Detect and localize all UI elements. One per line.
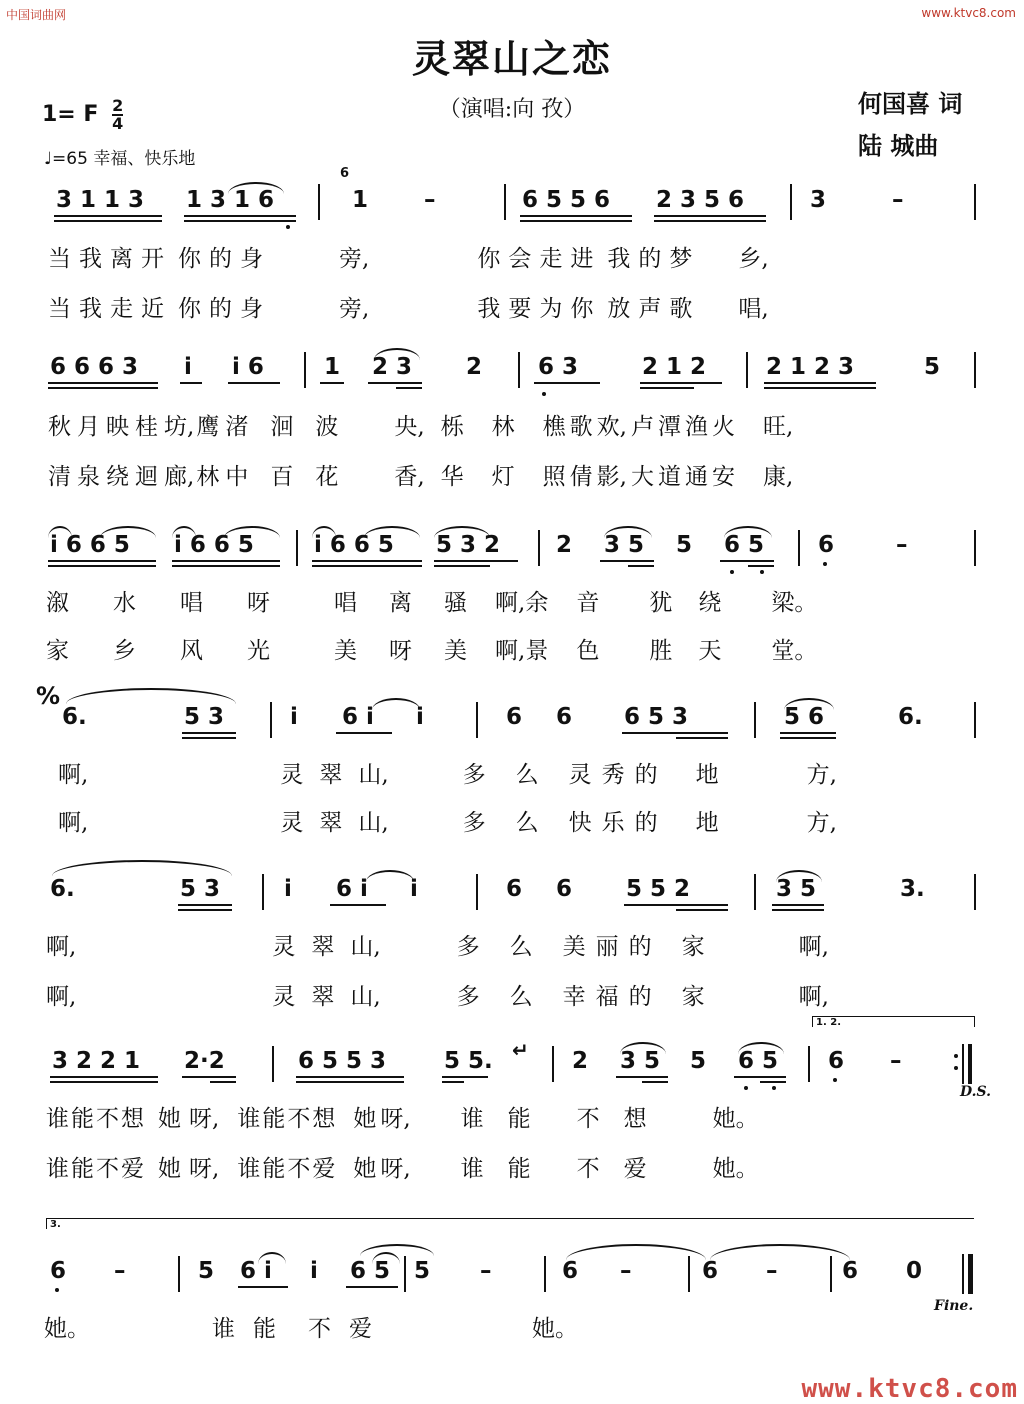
breath-mark-icon: ↵: [512, 1038, 529, 1062]
time-signature: [112, 98, 123, 132]
time-bottom: 4: [112, 114, 124, 133]
note-group: 6.: [898, 704, 923, 730]
note-group: 6: [50, 1258, 67, 1284]
lyric-line: 她。 谁 能 不 爱 她。: [44, 1316, 578, 1342]
composer-credit: 陆 城曲: [858, 131, 939, 160]
note-group: –: [114, 1258, 126, 1284]
note-group: i: [184, 354, 192, 380]
note-group: 3 1 1 3: [56, 187, 145, 213]
note-group: 6 5 5 3: [298, 1048, 387, 1074]
note-group: 6 i: [240, 1258, 272, 1284]
note-group: 1 3 1 6: [186, 187, 275, 213]
lyric-line: 家 乡 风 光 美 呀 美 啊,景 色 胜 天 堂。: [46, 638, 818, 664]
note-group: 6 5 3: [624, 704, 689, 730]
note-group: 3 5: [620, 1048, 661, 1074]
note-group: 2 1 2 3: [766, 354, 855, 380]
lyric-line: 谁能不爱 她 呀, 谁能不爱 她 呀, 谁 能 不 爱 她。: [46, 1156, 759, 1182]
note-group: 5 3: [184, 704, 225, 730]
note-group: 5 5.: [444, 1048, 493, 1074]
note-group: –: [480, 1258, 492, 1284]
note-group: 6 5: [738, 1048, 779, 1074]
note-group: i: [284, 876, 292, 902]
segno-sign: %: [36, 682, 61, 710]
note-group: i: [410, 876, 418, 902]
note-group: –: [424, 187, 436, 213]
quarter-note-icon: ♩: [44, 149, 53, 169]
note-group: i: [290, 704, 298, 730]
note-group: 6: [818, 532, 835, 558]
note-group: 2 3 5 6: [656, 187, 745, 213]
note-group: 5 3 2: [436, 532, 501, 558]
note-group: 5 6: [784, 704, 825, 730]
note-group: 6: [562, 1258, 579, 1284]
note-group: 2: [556, 532, 573, 558]
note-group: i 6 6 5: [314, 532, 394, 558]
note-group: 5: [690, 1048, 707, 1074]
note-group: 5: [676, 532, 693, 558]
note-group: –: [892, 187, 904, 213]
watermark-url: www.ktvc8.com: [801, 1374, 1018, 1404]
volta-3: 3.: [46, 1218, 974, 1229]
note-group: 0: [906, 1258, 923, 1284]
note-group: 3 5: [604, 532, 645, 558]
note-group: 6: [556, 876, 573, 902]
note-group: i 6 6 5: [174, 532, 254, 558]
note-group: 6: [828, 1048, 845, 1074]
note-group: 2: [466, 354, 483, 380]
note-group: i: [416, 704, 424, 730]
note-group: 6: [506, 704, 523, 730]
lyric-line: 啊, 灵 翠 山, 多 么 灵 秀 的 地 方,: [58, 762, 837, 788]
time-top: 2: [112, 96, 124, 115]
site-url-right: www.ktvc8.com: [921, 6, 1016, 20]
note-group: 1: [352, 187, 369, 213]
lyric-line: 清 泉 绕 迴 廊,林 中 百 花 香, 华 灯 照 倩 影, 大 道 通 安 康,: [48, 464, 794, 490]
lyric-line: 啊, 灵 翠 山, 多 么 美 丽 的 家 啊,: [46, 934, 829, 960]
note-group: 2: [572, 1048, 589, 1074]
note-group: 5: [414, 1258, 431, 1284]
note-group: 1: [324, 354, 341, 380]
singer-credit: （演唱:向 孜）: [438, 97, 586, 122]
note-group: 5 3: [180, 876, 221, 902]
note-group: 2·2: [184, 1048, 225, 1074]
site-name-left: 中国词曲网: [6, 8, 67, 22]
note-group: 6 5: [724, 532, 765, 558]
lyric-line: 当 我 离 开 你 的 身 旁, 你 会 走 进 我 的 梦 乡,: [48, 246, 769, 272]
volta-1-2: 1. 2.: [812, 1016, 975, 1027]
note-group: i 6 6 5: [50, 532, 130, 558]
note-group: 5: [198, 1258, 215, 1284]
note-group: 6 5 5 6: [522, 187, 611, 213]
tempo-value: =65: [52, 149, 88, 169]
note-group: –: [896, 532, 908, 558]
tempo-marking: [44, 144, 195, 169]
lyric-line: 啊, 灵 翠 山, 多 么 幸 福 的 家 啊,: [46, 984, 829, 1010]
note-group: 3 2 2 1: [52, 1048, 141, 1074]
note-group: 6 i: [342, 704, 374, 730]
note-group: –: [620, 1258, 632, 1284]
note-group: 5: [924, 354, 941, 380]
note-group: 3.: [900, 876, 925, 902]
fine-mark: Fine.: [934, 1298, 974, 1314]
lyric-line: 谁能不想 她 呀, 谁能不想 她 呀, 谁 能 不 想 她。: [46, 1106, 759, 1132]
key-signature: [42, 98, 123, 132]
lyric-line: 秋 月 映 桂 坊,鹰 渚 洄 波 央, 栎 林 樵 歌 欢, 卢 潭 渔 火 旺,: [48, 414, 794, 440]
key-label: 1= F: [42, 102, 99, 127]
note-group: –: [766, 1258, 778, 1284]
lyric-line: 啊, 灵 翠 山, 多 么 快 乐 的 地 方,: [58, 810, 837, 836]
note-group: 6: [556, 704, 573, 730]
note-group: 2 1 2: [642, 354, 707, 380]
note-group: 5 5 2: [626, 876, 691, 902]
dal-segno-mark: D.S.: [960, 1084, 992, 1100]
note-group: 3 5: [776, 876, 817, 902]
note-group: 6.: [62, 704, 87, 730]
note-group: 6 i: [336, 876, 368, 902]
note-group: i: [310, 1258, 318, 1284]
note-group: 6: [506, 876, 523, 902]
note-group: 3: [810, 187, 827, 213]
note-group: 6 3: [538, 354, 579, 380]
lyric-line: 当 我 走 近 你 的 身 旁, 我 要 为 你 放 声 歌 唱,: [48, 296, 769, 322]
note-group: 6.: [50, 876, 75, 902]
note-group: 6: [842, 1258, 859, 1284]
note-group: 6 5: [350, 1258, 391, 1284]
note-group: –: [890, 1048, 902, 1074]
note-group: i 6: [232, 354, 264, 380]
note-group: 6 6 6 3: [50, 354, 139, 380]
lyricist-credit: 何国喜 词: [858, 89, 963, 118]
lyric-line: 溆 水 唱 呀 唱 离 骚 啊,余 音 犹 绕 梁。: [46, 590, 818, 616]
tempo-expression: 幸福、快乐地: [93, 149, 196, 169]
note-group: 2 3: [372, 354, 413, 380]
song-title: 灵翠山之恋: [411, 36, 612, 81]
note-group: 6: [702, 1258, 719, 1284]
